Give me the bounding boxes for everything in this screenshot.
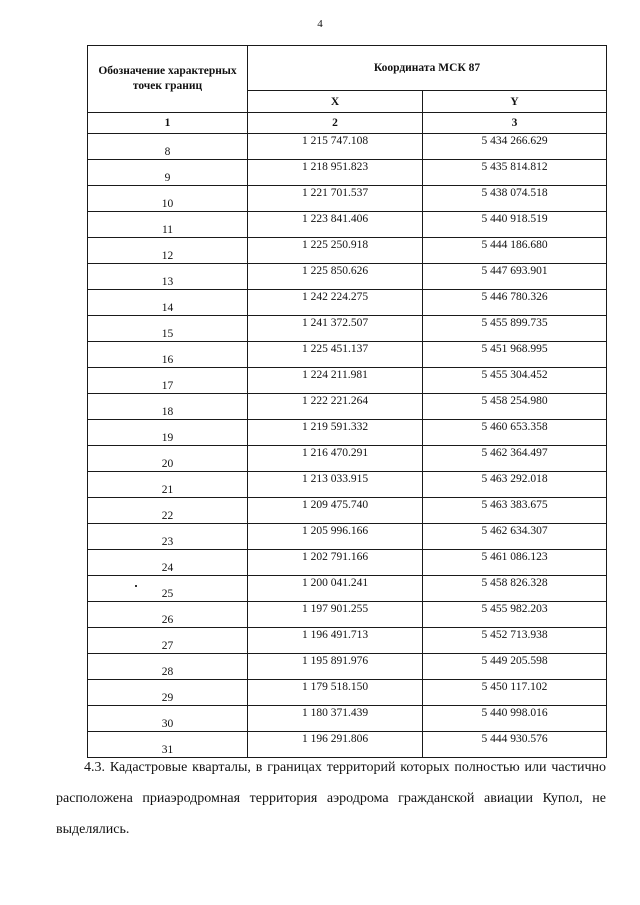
point-number-cell: 16 (88, 342, 248, 368)
point-number-cell: 9 (88, 160, 248, 186)
x-coordinate-cell: 1 225 850.626 (248, 264, 423, 290)
x-coordinate-cell: 1 216 470.291 (248, 446, 423, 472)
table-row (88, 524, 607, 550)
y-coordinate-cell: 5 451 968.995 (423, 342, 607, 368)
y-coordinate-cell: 5 461 086.123 (423, 550, 607, 576)
y-coordinate-cell: 5 450 117.102 (423, 680, 607, 706)
y-coordinate-cell: 5 440 918.519 (423, 212, 607, 238)
x-coordinate-cell: 1 179 518.150 (248, 680, 423, 706)
table-row (88, 238, 607, 264)
x-coordinate-cell: 1 213 033.915 (248, 472, 423, 498)
y-coordinate-cell: 5 449 205.598 (423, 654, 607, 680)
table-row (88, 420, 607, 446)
x-coordinate-cell: 1 225 250.918 (248, 238, 423, 264)
y-coordinate-cell: 5 438 074.518 (423, 186, 607, 212)
page-number: 4 (317, 18, 323, 30)
x-coordinate-cell: 1 197 901.255 (248, 602, 423, 628)
point-number-cell: 15 (88, 316, 248, 342)
x-coordinate-cell: 1 223 841.406 (248, 212, 423, 238)
x-coordinate-cell: 1 195 891.976 (248, 654, 423, 680)
x-coordinate-cell: 1 196 291.806 (248, 732, 423, 758)
x-coordinate-cell: 1 196 491.713 (248, 628, 423, 654)
table-row (88, 290, 607, 316)
table-row (88, 368, 607, 394)
x-coordinate-cell: 1 242 224.275 (248, 290, 423, 316)
point-number-cell: 10 (88, 186, 248, 212)
table-row (88, 212, 607, 238)
y-coordinate-cell: 5 434 266.629 (423, 134, 607, 160)
y-coordinate-cell: 5 435 814.812 (423, 160, 607, 186)
table-row (88, 628, 607, 654)
y-coordinate-cell: 5 447 693.901 (423, 264, 607, 290)
table-row (88, 576, 607, 602)
table-row (88, 654, 607, 680)
point-number-cell: 21 (88, 472, 248, 498)
table-row (88, 706, 607, 732)
x-coordinate-cell: 1 215 747.108 (248, 134, 423, 160)
point-number-cell: 18 (88, 394, 248, 420)
table-row (88, 550, 607, 576)
point-number-cell: 19 (88, 420, 248, 446)
table-row (88, 160, 607, 186)
header-y: Y (423, 91, 607, 113)
x-coordinate-cell: 1 222 221.264 (248, 394, 423, 420)
y-coordinate-cell: 5 463 383.675 (423, 498, 607, 524)
y-coordinate-cell: 5 440 998.016 (423, 706, 607, 732)
y-coordinate-cell: 5 455 899.735 (423, 316, 607, 342)
table-row (88, 602, 607, 628)
x-coordinate-cell: 1 241 372.507 (248, 316, 423, 342)
table-row (88, 342, 607, 368)
point-number-cell: 22 (88, 498, 248, 524)
point-number-cell: 29 (88, 680, 248, 706)
point-number-cell: 23 (88, 524, 248, 550)
x-coordinate-cell: 1 225 451.137 (248, 342, 423, 368)
paragraph-4-3: 4.3. Кадастровые кварталы, в границах территорий которых полностью или частично расположена приаэродромная территория аэродрома гражданской авиации Купол, не выделялись. (56, 760, 606, 837)
table-row (88, 316, 607, 342)
point-number-cell: 24 (88, 550, 248, 576)
table-row (88, 264, 607, 290)
y-coordinate-cell: 5 462 634.307 (423, 524, 607, 550)
table-row (88, 498, 607, 524)
table-row (88, 446, 607, 472)
y-coordinate-cell: 5 455 304.452 (423, 368, 607, 394)
y-coordinate-cell: 5 458 254.980 (423, 394, 607, 420)
x-coordinate-cell: 1 202 791.166 (248, 550, 423, 576)
y-coordinate-cell: 5 444 930.576 (423, 732, 607, 758)
point-number-cell: 11 (88, 212, 248, 238)
header-x: X (248, 91, 423, 113)
point-number-cell: 28 (88, 654, 248, 680)
point-number-cell: 17 (88, 368, 248, 394)
point-number-cell: 20 (88, 446, 248, 472)
point-number-cell: 30 (88, 706, 248, 732)
point-number-cell: 31 (88, 732, 248, 758)
point-number-cell: 8 (88, 134, 248, 160)
x-coordinate-cell: 1 218 951.823 (248, 160, 423, 186)
table-body (88, 134, 607, 758)
point-number-cell: 26 (88, 602, 248, 628)
x-coordinate-cell: 1 221 701.537 (248, 186, 423, 212)
table-row (88, 134, 607, 160)
y-coordinate-cell: 5 446 780.326 (423, 290, 607, 316)
x-coordinate-cell: 1 200 041.241 (248, 576, 423, 602)
stray-dot (135, 585, 137, 587)
table-row (88, 394, 607, 420)
y-coordinate-cell: 5 462 364.497 (423, 446, 607, 472)
x-coordinate-cell: 1 209 475.740 (248, 498, 423, 524)
column-number-3: 3 (423, 113, 607, 134)
y-coordinate-cell: 5 455 982.203 (423, 602, 607, 628)
x-coordinate-cell: 1 224 211.981 (248, 368, 423, 394)
y-coordinate-cell: 5 460 653.358 (423, 420, 607, 446)
table-row (88, 680, 607, 706)
point-number-cell: 27 (88, 628, 248, 654)
column-number-2: 2 (248, 113, 423, 134)
point-number-cell: 13 (88, 264, 248, 290)
y-coordinate-cell: 5 458 826.328 (423, 576, 607, 602)
y-coordinate-cell: 5 463 292.018 (423, 472, 607, 498)
coordinates-table (87, 45, 607, 758)
header-point-designation: Обозначение характерных точек границ (88, 46, 248, 113)
column-number-1: 1 (88, 113, 248, 134)
table-row (88, 472, 607, 498)
point-number-cell: 25 (88, 576, 248, 602)
x-coordinate-cell: 1 219 591.332 (248, 420, 423, 446)
y-coordinate-cell: 5 452 713.938 (423, 628, 607, 654)
x-coordinate-cell: 1 205 996.166 (248, 524, 423, 550)
x-coordinate-cell: 1 180 371.439 (248, 706, 423, 732)
point-number-cell: 12 (88, 238, 248, 264)
header-coordinate-system: Координата МСК 87 (248, 46, 607, 91)
point-number-cell: 14 (88, 290, 248, 316)
table-row (88, 186, 607, 212)
y-coordinate-cell: 5 444 186.680 (423, 238, 607, 264)
